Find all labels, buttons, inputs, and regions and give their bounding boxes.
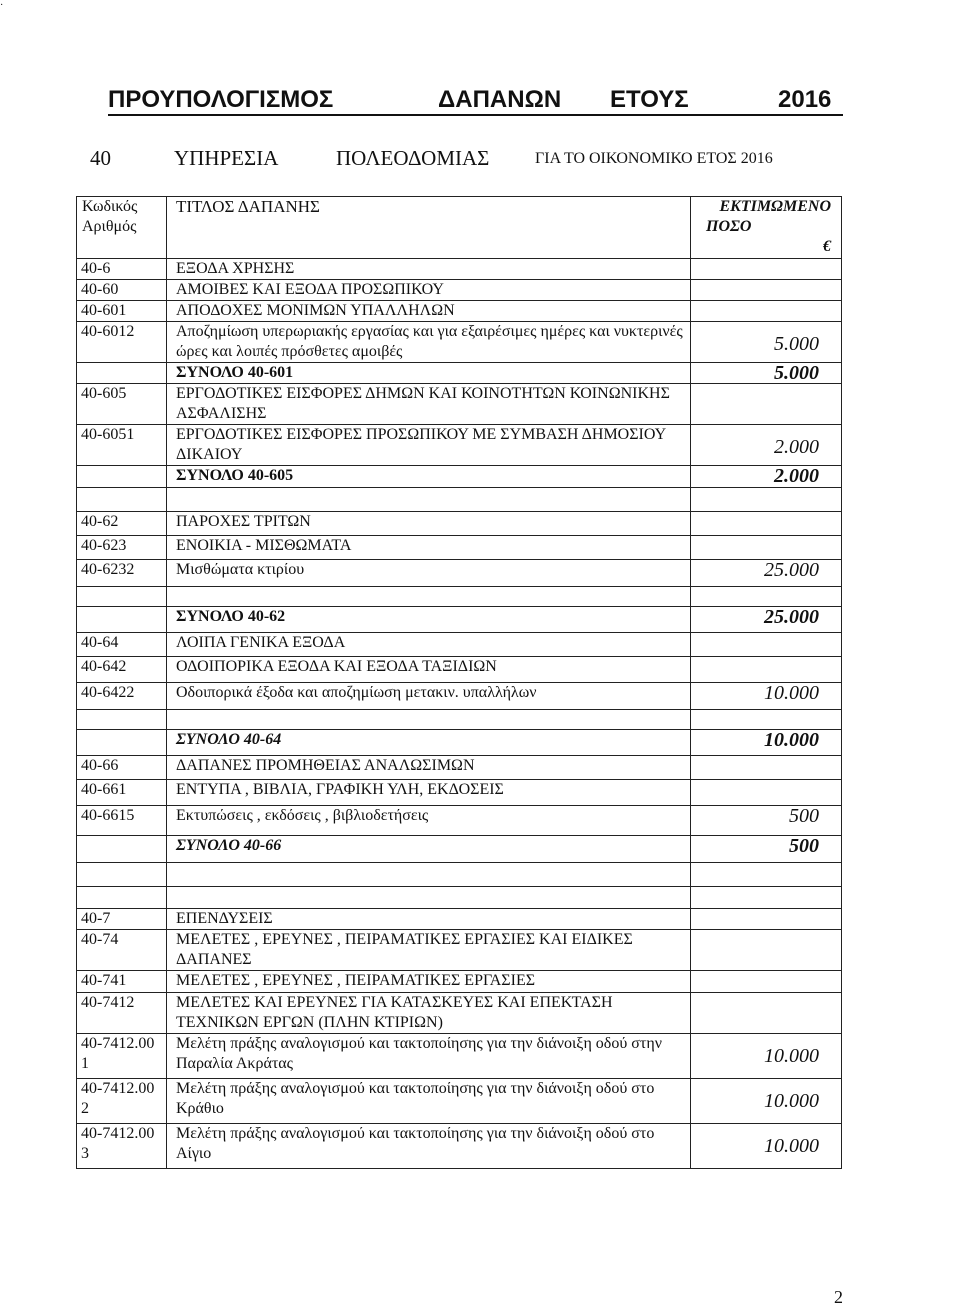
row-code xyxy=(77,887,167,909)
row-code: 40-601 xyxy=(77,301,167,322)
row-title: ΣΥΝΟΛΟ 40-605 xyxy=(167,466,691,488)
row-title: ΑΜΟΙΒΕΣ ΚΑΙ ΕΞΟΔΑ ΠΡΟΣΩΠΙΚΟΥ xyxy=(167,280,691,301)
row-code: 40-6051 xyxy=(77,425,167,466)
table-row xyxy=(77,384,842,425)
row-title: Μελέτη πράξης αναλογισμού και τακτοποίησης για την διάνοιξη οδού στο Αίγιο xyxy=(167,1124,691,1169)
row-amount: 2.000 xyxy=(691,466,842,488)
table-row xyxy=(77,425,842,466)
table-row xyxy=(77,488,842,512)
row-amount xyxy=(691,384,842,425)
row-amount xyxy=(691,993,842,1034)
table-row xyxy=(77,512,842,536)
row-title: ΟΔΟΙΠΟΡΙΚΑ ΕΞΟΔΑ ΚΑΙ ΕΞΟΔΑ ΤΑΞΙΔΙΩΝ xyxy=(167,657,691,683)
table-row xyxy=(77,1034,842,1079)
table-row xyxy=(77,683,842,710)
header-amount-line2: ΠΟΣΟ xyxy=(706,218,752,235)
row-amount xyxy=(691,930,842,971)
row-code: 40-6615 xyxy=(77,806,167,836)
table-row xyxy=(77,930,842,971)
row-title: Αποζημίωση υπερωριακής εργασίας και για εξαιρέσιμες ημέρες και νυκτερινές ώρες και λοιπές πρόσθετες αμοιβές xyxy=(167,322,691,363)
row-amount xyxy=(691,512,842,536)
row-title: Μελέτη πράξης αναλογισμού και τακτοποίησης για την διάνοιξη οδού στο Κράθιο xyxy=(167,1079,691,1124)
row-title xyxy=(167,887,691,909)
row-amount xyxy=(691,587,842,607)
row-title: ΛΟΙΠΑ ΓΕΝΙΚΑ ΕΞΟΔΑ xyxy=(167,633,691,657)
row-code: 40-661 xyxy=(77,780,167,806)
table-row xyxy=(77,780,842,806)
header-amount-currency: € xyxy=(823,238,831,255)
row-title: Οδοιπορικά έξοδα και αποζημίωση μετακιν. υπαλλήλων xyxy=(167,683,691,710)
table-row xyxy=(77,710,842,730)
row-amount: 500 xyxy=(691,806,842,836)
row-title xyxy=(167,587,691,607)
table-row xyxy=(77,280,842,301)
row-amount: 10.000 xyxy=(691,683,842,710)
row-amount xyxy=(691,536,842,560)
row-amount xyxy=(691,756,842,780)
page-number: 2 xyxy=(834,1287,843,1307)
row-amount: 25.000 xyxy=(691,560,842,587)
title-word-3: ΕΤΟΥΣ xyxy=(610,86,689,113)
row-title: ΕΡΓΟΔΟΤΙΚΕΣ ΕΙΣΦΟΡΕΣ ΔΗΜΩΝ ΚΑΙ ΚΟΙΝΟΤΗΤΩΝ ΚΟΙΝΩΝΙΚΗΣ ΑΣΦΑΛΙΣΗΣ xyxy=(167,384,691,425)
row-amount: 2.000 xyxy=(691,425,842,466)
scan-mark: · xyxy=(0,0,4,11)
table-row xyxy=(77,587,842,607)
header-title-cell: ΤΙΤΛΟΣ ΔΑΠΑΝΗΣ xyxy=(167,197,691,259)
table-row xyxy=(77,993,842,1034)
row-code: 40-6 xyxy=(77,259,167,280)
table-row xyxy=(77,730,842,756)
row-code: 40-60 xyxy=(77,280,167,301)
table-row xyxy=(77,633,842,657)
table-row xyxy=(77,536,842,560)
row-title: Μισθώματα κτιρίου xyxy=(167,560,691,587)
header-code-line2: Αριθμός xyxy=(82,218,137,235)
table-header-row xyxy=(77,197,842,259)
row-code: 40-623 xyxy=(77,536,167,560)
row-title: ΣΥΝΟΛΟ 40-62 xyxy=(167,607,691,633)
row-amount: 5.000 xyxy=(691,322,842,363)
row-amount: 10.000 xyxy=(691,1034,842,1079)
row-amount xyxy=(691,971,842,993)
row-code: 40-7412.003 xyxy=(77,1124,167,1169)
row-code: 40-7412 xyxy=(77,993,167,1034)
row-code: 40-7412.001 xyxy=(77,1034,167,1079)
row-code xyxy=(77,363,167,384)
table-row xyxy=(77,806,842,836)
row-code: 40-6232 xyxy=(77,560,167,587)
row-title: ΜΕΛΕΤΕΣ , ΕΡΕΥΝΕΣ , ΠΕΙΡΑΜΑΤΙΚΕΣ ΕΡΓΑΣΙΕΣ xyxy=(167,971,691,993)
row-title: ΣΥΝΟΛΟ 40-601 xyxy=(167,363,691,384)
row-title: ΣΥΝΟΛΟ 40-66 xyxy=(167,836,691,863)
title-word-2: ΔΑΠΑΝΩΝ xyxy=(438,86,562,113)
row-code: 40-64 xyxy=(77,633,167,657)
row-title: ΑΠΟΔΟΧΕΣ ΜΟΝΙΜΩΝ ΥΠΑΛΛΗΛΩΝ xyxy=(167,301,691,322)
row-amount: 10.000 xyxy=(691,1079,842,1124)
row-code xyxy=(77,466,167,488)
row-code: 40-741 xyxy=(77,971,167,993)
row-code xyxy=(77,488,167,512)
row-code: 40-6012 xyxy=(77,322,167,363)
row-amount xyxy=(691,301,842,322)
table-row xyxy=(77,863,842,887)
row-title xyxy=(167,863,691,887)
row-code xyxy=(77,607,167,633)
table-row xyxy=(77,259,842,280)
table-row xyxy=(77,971,842,993)
header-amount-cell xyxy=(691,197,842,259)
page-title xyxy=(108,84,843,116)
table-row xyxy=(77,301,842,322)
row-amount xyxy=(691,909,842,930)
table-row xyxy=(77,363,842,384)
row-amount xyxy=(691,488,842,512)
row-title: ΕΝΟΙΚΙΑ - ΜΙΣΘΩΜΑΤΑ xyxy=(167,536,691,560)
row-amount: 25.000 xyxy=(691,607,842,633)
row-amount xyxy=(691,259,842,280)
row-amount: 500 xyxy=(691,836,842,863)
title-word-1: ΠΡΟΥΠΟΛΟΓΙΣΜΟΣ xyxy=(108,86,334,113)
row-amount xyxy=(691,780,842,806)
row-title: ΔΑΠΑΝΕΣ ΠΡΟΜΗΘΕΙΑΣ ΑΝΑΛΩΣΙΜΩΝ xyxy=(167,756,691,780)
row-title: Μελέτη πράξης αναλογισμού και τακτοποίησης για την διάνοιξη οδού στην Παραλία Ακράτας xyxy=(167,1034,691,1079)
row-amount xyxy=(691,280,842,301)
row-amount xyxy=(691,863,842,887)
table-row xyxy=(77,909,842,930)
fiscal-year-label: ΓΙΑ ΤΟ ΟΙΚΟΝΟΜΙΚΟ ΕΤΟΣ 2016 xyxy=(535,150,773,167)
row-title: ΕΝΤΥΠΑ , ΒΙΒΛΙΑ, ΓΡΑΦΙΚΗ ΥΛΗ, ΕΚΔΟΣΕΙΣ xyxy=(167,780,691,806)
header-amount-line1: ΕΚΤΙΜΩΜΕΝΟ xyxy=(719,198,831,215)
row-code: 40-642 xyxy=(77,657,167,683)
table-row xyxy=(77,560,842,587)
table-row xyxy=(77,322,842,363)
row-code xyxy=(77,710,167,730)
table-row xyxy=(77,836,842,863)
row-code: 40-6422 xyxy=(77,683,167,710)
header-code-line1: Κωδικός xyxy=(82,198,138,215)
header-code-cell xyxy=(77,197,167,259)
table-row xyxy=(77,1079,842,1124)
table-row xyxy=(77,607,842,633)
row-title: ΕΞΟΔΑ ΧΡΗΣΗΣ xyxy=(167,259,691,280)
row-code: 40-7412.002 xyxy=(77,1079,167,1124)
row-code xyxy=(77,730,167,756)
table-row xyxy=(77,1124,842,1169)
title-year: 2016 xyxy=(778,86,832,113)
row-title: ΜΕΛΕΤΕΣ ΚΑΙ ΕΡΕΥΝΕΣ ΓΙΑ ΚΑΤΑΣΚΕΥΕΣ ΚΑΙ ΕΠΕΚΤΑΣΗ ΤΕΧΝΙΚΩΝ ΕΡΓΩΝ (ΠΛΗΝ ΚΤΙΡΙΩΝ) xyxy=(167,993,691,1034)
service-label: ΥΠΗΡΕΣΙΑ xyxy=(174,146,279,170)
table-row xyxy=(77,657,842,683)
row-code xyxy=(77,836,167,863)
row-code: 40-62 xyxy=(77,512,167,536)
table-row xyxy=(77,756,842,780)
row-amount xyxy=(691,657,842,683)
row-amount xyxy=(691,887,842,909)
row-title xyxy=(167,710,691,730)
row-code xyxy=(77,587,167,607)
row-amount: 10.000 xyxy=(691,730,842,756)
row-amount xyxy=(691,710,842,730)
budget-table xyxy=(76,196,842,1169)
row-code: 40-74 xyxy=(77,930,167,971)
row-code: 40-605 xyxy=(77,384,167,425)
table-row xyxy=(77,466,842,488)
row-title: ΕΡΓΟΔΟΤΙΚΕΣ ΕΙΣΦΟΡΕΣ ΠΡΟΣΩΠΙΚΟΥ ΜΕ ΣΥΜΒΑΣΗ ΔΗΜΟΣΙΟΥ ΔΙΚΑΙΟΥ xyxy=(167,425,691,466)
row-title xyxy=(167,488,691,512)
row-code: 40-66 xyxy=(77,756,167,780)
row-title: ΜΕΛΕΤΕΣ , ΕΡΕΥΝΕΣ , ΠΕΙΡΑΜΑΤΙΚΕΣ ΕΡΓΑΣΙΕΣ ΚΑΙ ΕΙΔΙΚΕΣ ΔΑΠΑΝΕΣ xyxy=(167,930,691,971)
row-title: Εκτυπώσεις , εκδόσεις , βιβλιοδετήσεις xyxy=(167,806,691,836)
service-department: ΠΟΛΕΟΔΟΜΙΑΣ xyxy=(336,146,490,170)
row-amount: 10.000 xyxy=(691,1124,842,1169)
row-amount xyxy=(691,633,842,657)
row-title: ΣΥΝΟΛΟ 40-64 xyxy=(167,730,691,756)
row-code xyxy=(77,863,167,887)
row-amount: 5.000 xyxy=(691,363,842,384)
row-code: 40-7 xyxy=(77,909,167,930)
service-code: 40 xyxy=(90,146,111,170)
row-title: ΠΑΡΟΧΕΣ ΤΡΙΤΩΝ xyxy=(167,512,691,536)
row-title: ΕΠΕΝΔΥΣΕΙΣ xyxy=(167,909,691,930)
table-row xyxy=(77,887,842,909)
